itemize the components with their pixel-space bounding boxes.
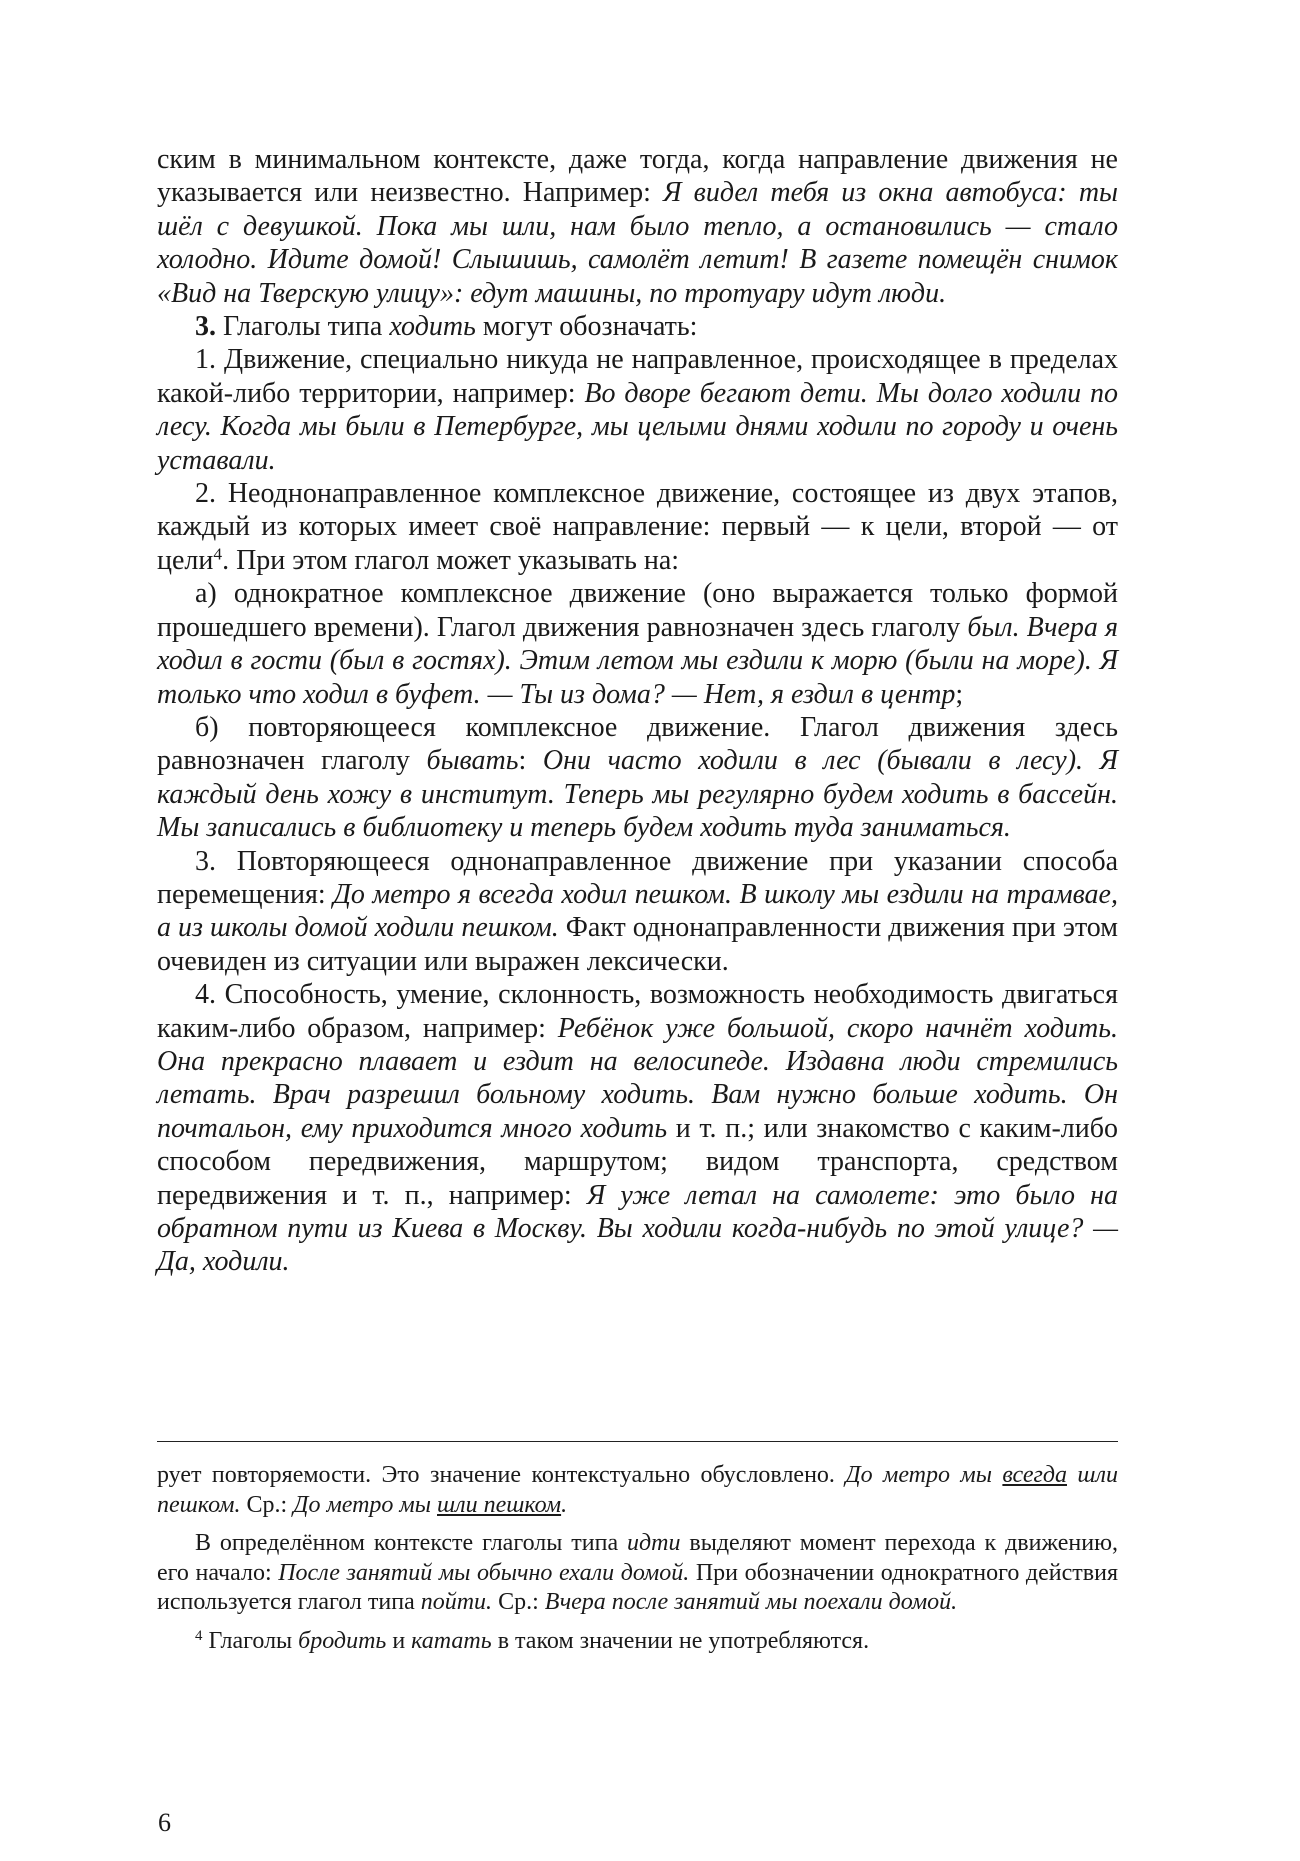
text-run bbox=[1002, 1462, 1067, 1488]
text-run: Ср.: bbox=[492, 1589, 545, 1615]
footnote-paragraph-3 bbox=[157, 1627, 1118, 1657]
paragraph-2 bbox=[157, 310, 1118, 343]
text-run: б) повторяющееся комплексное движение. Глагол движения здесь равнозначен глаголу bbox=[157, 711, 1118, 777]
text-run: Я уже летал на самолете: это было на обратном пути из Киева в Москву. Вы ходили когда-нибудь по этой улице? — Да, ходили. bbox=[157, 1179, 1119, 1278]
text-run: Вчера после занятий мы поехали домой. bbox=[544, 1589, 958, 1615]
footnote-ref: 4 bbox=[213, 544, 223, 564]
text-run: До метро я всегда ходил пешком. В школу мы ездили на трамвае, а из школы домой ходили пешком. bbox=[157, 878, 1118, 944]
text-run: Ребёнок уже большой, скоро начнёт ходить. Она прекрасно плавает и ездит на велосипеде. Издавна люди стремились летать. Врач разрешил больному ходить. Вам нужно больше ходить. Он почтальон, ему приходится много ходить bbox=[157, 1012, 1119, 1144]
text-run: До метро мы bbox=[845, 1462, 1003, 1488]
paragraph-8 bbox=[157, 978, 1118, 1279]
footnote-divider bbox=[157, 1441, 1118, 1442]
text-run: ; bbox=[955, 678, 964, 710]
text-run: 3. Повторяющееся однонаправленное движение при указании способа перемещения: bbox=[157, 845, 1118, 910]
text-run: рует повторяемости. Это значение контекстуально обусловлено. bbox=[157, 1462, 846, 1488]
text-run: бывать bbox=[426, 745, 519, 777]
text-run: После занятий мы обычно ехали домой. bbox=[278, 1559, 690, 1586]
text-run: могут обозначать: bbox=[475, 311, 698, 343]
text-run: До метро мы bbox=[293, 1491, 437, 1518]
footnote-ref: 4 bbox=[195, 1627, 203, 1644]
text-run: и т. п.; или знакомство с каким-либо способом передвижения, маршрутом; видом транспорта, средством передвижения и т. п., например: bbox=[157, 1112, 1118, 1211]
page-number: 6 bbox=[158, 1808, 171, 1837]
main-text bbox=[157, 143, 1118, 1279]
text-run: При обозначении однократного действия используется глагол типа bbox=[157, 1559, 1118, 1615]
text-run: : bbox=[518, 745, 543, 777]
text-run: а) однократное комплексное движение (оно выражается только формой прошедшего времени). Глагол движения равнозначен здесь глаголу bbox=[157, 578, 1118, 643]
text-run: . bbox=[561, 1491, 568, 1518]
text-run: Ср.: bbox=[240, 1491, 294, 1518]
paragraph-6 bbox=[157, 711, 1118, 845]
text-run: Глаголы типа bbox=[216, 311, 390, 343]
text-run: выделяют момент перехода к движению, его начало: bbox=[157, 1530, 1118, 1586]
text-run: Они часто ходили в лес (бывали в лесу). Я каждый день хожу в институт. Теперь мы регулярно будем ходить в бассейн. Мы записались в библиотеку и теперь будем ходить туда заниматься. bbox=[157, 745, 1119, 844]
text-run: катать bbox=[411, 1627, 492, 1654]
paragraph-1 bbox=[157, 143, 1118, 310]
underlined-text: всегда bbox=[1002, 1462, 1067, 1488]
text-run: 4. Способность, умение, склонность, возможность необходимость двигаться каким-либо образом, например: bbox=[157, 979, 1118, 1044]
text-run: шли пешком. bbox=[157, 1462, 1118, 1518]
text-run: 2. Неоднонаправленное комплексное движение, состоящее из двух этапов, каждый из которых имеет своё направление: первый — к цели, второй — от цели bbox=[157, 478, 1118, 576]
text-run: В определённом контексте глаголы типа bbox=[195, 1530, 627, 1556]
text-run: ским в минимальном контексте, даже тогда, когда направление движения не указывается или неизвестно. Например: bbox=[157, 144, 1118, 209]
footnote-paragraph-2 bbox=[157, 1529, 1118, 1618]
paragraph-5 bbox=[157, 577, 1118, 711]
text-run: Факт однонаправленности движения при этом очевиден из ситуации или выражен лексически. bbox=[157, 912, 1118, 977]
text-run: и bbox=[386, 1627, 412, 1654]
paragraph-7 bbox=[157, 845, 1118, 979]
footnote-paragraph-1 bbox=[157, 1461, 1118, 1520]
text-run: пойти. bbox=[420, 1589, 493, 1615]
text-run: бродить bbox=[298, 1627, 387, 1654]
paragraph-3 bbox=[157, 343, 1118, 477]
text-run: ходить bbox=[389, 311, 476, 343]
text-run: Я видел тебя из окна автобуса: ты шёл с девушкой. Пока мы шли, нам было тепло, а остановились — стало холодно. Идите домой! Слышишь, самолёт летит! В газете помещён снимок «Вид на Тверскую улицу»: едут машины, по тротуару идут люди. bbox=[157, 177, 1118, 309]
text-run: 3. bbox=[195, 311, 216, 343]
text-run: 1. Движение, специально никуда не направленное, происходящее в пределах какой-либо территории, например: bbox=[157, 344, 1118, 409]
text-run: Глаголы bbox=[202, 1627, 299, 1654]
text-run: Во дворе бегают дети. Мы долго ходили по лесу. Когда мы были в Петербурге, мы целыми днями ходили по городу и очень уставали. bbox=[157, 377, 1118, 476]
text-run: в таком значении не употребляются. bbox=[491, 1627, 870, 1654]
text-run: . При этом глагол может указывать на: bbox=[222, 544, 680, 576]
text-run bbox=[437, 1492, 561, 1518]
text-run: был. Вчера я ходил в гости (был в гостях). Этим летом мы ездили к морю (были на море). Я только что ходил в буфет. — Ты из дома? — Нет, я ездил в центр bbox=[157, 611, 1118, 710]
footnotes bbox=[157, 1461, 1118, 1656]
text-run: идти bbox=[627, 1530, 681, 1556]
underlined-text: шли пешком bbox=[437, 1491, 562, 1518]
paragraph-4 bbox=[157, 477, 1118, 577]
